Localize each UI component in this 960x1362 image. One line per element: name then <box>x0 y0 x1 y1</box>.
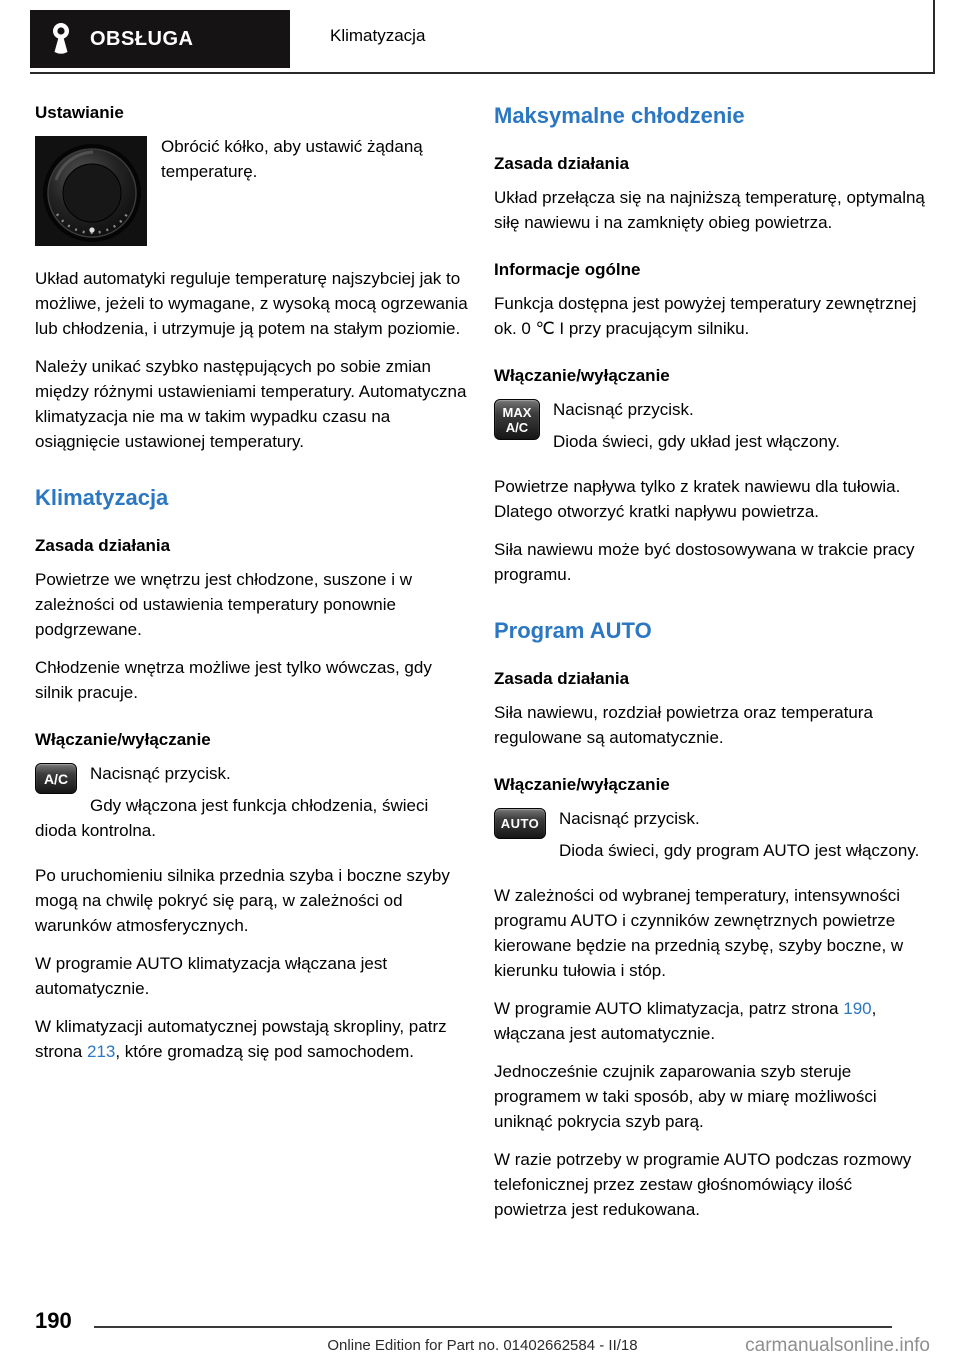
watermark-text: carmanualsonline.info <box>745 1335 930 1356</box>
paragraph: Siła nawiewu może być dostosowywana w trakcie pracy programu. <box>494 540 915 584</box>
paragraph: Siła nawiewu, rozdział powietrza oraz temperatura regulowane są automatycznie. <box>494 703 873 747</box>
heading-zasada-dzialania: Zasada działania <box>494 154 630 173</box>
paragraph: W razie potrzeby w programie AUTO podczas rozmowy telefonicznej przez zestaw głośnomówiący ilość powietrza jest redukowana. <box>494 1150 912 1219</box>
heading-program-auto: Program AUTO <box>494 618 652 643</box>
heading-informacje-ogolne: Informacje ogólne <box>494 260 641 279</box>
left-column <box>35 102 468 1235</box>
paragraph: Po uruchomieniu silnika przednia szyba i boczne szyby mogą na chwilę pokryć się parą, w zależności od warunków atmosferycznych. <box>35 866 450 935</box>
max-ac-button-label-bottom: A/C <box>505 419 529 435</box>
paragraph-text: , włączana jest automatycznie. <box>494 999 877 1043</box>
page-header <box>30 0 935 74</box>
page-content <box>35 74 927 1235</box>
heading-ustawianie: Ustawianie <box>35 103 124 122</box>
paragraph-with-link <box>494 996 927 1046</box>
max-ac-button-block <box>494 397 927 461</box>
gearshift-icon <box>48 22 74 56</box>
knob-caption: Obrócić kółko, aby ustawić żądaną temperaturę. <box>161 137 423 181</box>
instruction-line: Dioda świeci, gdy układ jest włączony. <box>553 432 840 451</box>
paragraph: Powietrze we wnętrzu jest chłodzone, suszone i w zależności od ustawienia temperatury ponownie podgrzewane. <box>35 570 413 639</box>
paragraph-text: , które gromadzą się pod samochodem. <box>115 1042 414 1061</box>
ac-button-icon <box>35 763 77 794</box>
instruction-line: Nacisnąć przycisk. <box>90 764 231 783</box>
auto-button-icon <box>494 808 546 839</box>
paragraph: Należy unikać szybko następujących po sobie zmian między różnymi ustawieniami temperatury. Automatyczna klimatyzacja nie ma w takim wypadku czasu na osiągnięcie ustawionej temperatury. <box>35 357 467 451</box>
heading-maksymalne-chlodzenie: Maksymalne chłodzenie <box>494 103 745 128</box>
edition-note: Online Edition for Part no. 01402662584 - II/18 <box>327 1337 638 1354</box>
heading-wlaczanie-wylaczanie: Włączanie/wyłączanie <box>35 730 211 749</box>
right-column <box>494 102 927 1235</box>
temperature-knob-image <box>35 136 147 246</box>
page-number: 190 <box>35 1308 72 1333</box>
knob-figure <box>35 134 468 252</box>
auto-button-label: AUTO <box>500 816 540 831</box>
paragraph: Jednocześnie czujnik zaparowania szyb steruje programem w taki sposób, aby w miarę możliwości uniknąć pokrycia szyb parą. <box>494 1062 877 1131</box>
chapter-tab-label: OBSŁUGA <box>90 27 194 50</box>
paragraph: W programie AUTO klimatyzacja włączana jest automatycznie. <box>35 954 388 998</box>
paragraph: Funkcja dostępna jest powyżej temperatury zewnętrznej ok. 0 ℃ I przy pracującym silniku. <box>494 294 917 338</box>
instruction-line: Dioda świeci, gdy program AUTO jest włączony. <box>559 841 920 860</box>
instruction-line: Nacisnąć przycisk. <box>553 400 694 419</box>
paragraph-text: W klimatyzacji automatycznej powstają skropliny, patrz strona <box>35 1017 447 1061</box>
heading-zasada-dzialania: Zasada działania <box>35 536 171 555</box>
ac-button-block <box>35 761 468 850</box>
paragraph: Powietrze napływa tylko z kratek nawiewu dla tułowia. Dlatego otworzyć kratki napływu powietrza. <box>494 477 901 521</box>
ac-button-label: A/C <box>43 770 69 787</box>
paragraph-with-link <box>35 1014 468 1064</box>
page-footer <box>35 1309 930 1354</box>
heading-zasada-dzialania: Zasada działania <box>494 669 630 688</box>
max-ac-button-label-top: MAX <box>502 404 532 420</box>
page-link-190[interactable]: 190 <box>843 999 872 1018</box>
max-ac-button-icon <box>494 399 540 440</box>
paragraph: W zależności od wybranej temperatury, intensywności programu AUTO i czynników zewnętrznych powietrze kierowane będzie na przednią szybę, szyby boczne, w kierunku tułowia i stóp. <box>494 886 904 980</box>
instruction-line: Nacisnąć przycisk. <box>559 809 700 828</box>
paragraph: Układ przełącza się na najniższą temperaturę, optymalną siłę nawiewu i na zamknięty obieg powietrza. <box>494 188 925 232</box>
page-link-213[interactable]: 213 <box>86 1042 116 1061</box>
chapter-name: Klimatyzacja <box>330 26 426 45</box>
footer-rule-row <box>35 1309 930 1333</box>
heading-klimatyzacja: Klimatyzacja <box>35 485 169 510</box>
heading-wlaczanie-wylaczanie: Włączanie/wyłączanie <box>494 366 670 385</box>
heading-wlaczanie-wylaczanie: Włączanie/wyłączanie <box>494 775 670 794</box>
auto-button-block <box>494 806 927 870</box>
chapter-tab <box>30 10 290 68</box>
paragraph-text: W programie AUTO klimatyzacja, patrz strona <box>494 999 844 1018</box>
instruction-line: Gdy włączona jest funkcja chłodzenia, świeci dioda kontrolna. <box>35 796 429 840</box>
paragraph: Chłodzenie wnętrza możliwe jest tylko wówczas, gdy silnik pracuje. <box>35 658 432 702</box>
footer-rule <box>94 1326 892 1328</box>
paragraph: Układ automatyki reguluje temperaturę najszybciej jak to możliwe, jeżeli to wymagane, z wysoką mocą ogrzewania lub chłodzenia, i utrzymuje ją potem na stałym poziomie. <box>35 269 468 338</box>
